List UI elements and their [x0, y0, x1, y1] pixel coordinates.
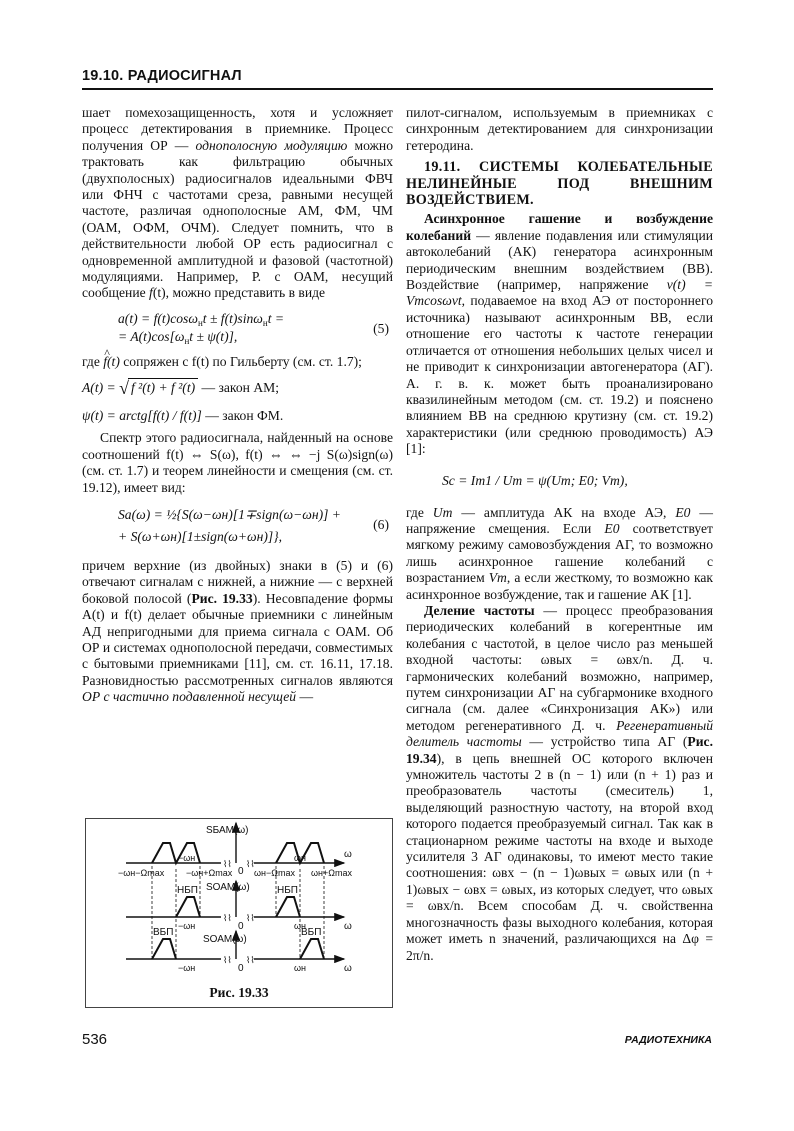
row2-label: SОАМ(ω) — [206, 882, 250, 893]
tick-pos-carrier: ωн — [294, 853, 306, 863]
equation-number: (6) — [373, 516, 389, 532]
text: — закон АМ; — [198, 380, 279, 396]
text: — напряжение смещения. Если — [406, 504, 713, 536]
paragraph-um-e0 — [406, 505, 713, 603]
axis-omega: ω — [344, 963, 352, 974]
tick-neg-carrier: −ωн — [178, 963, 196, 973]
paragraph-pilot: пилот-сигналом, используемым в приемниках с синхронным детектированием для синхронизации гетеродина. — [406, 105, 713, 153]
left-column — [82, 105, 393, 706]
text: ), в цепь внешней ОС которого включен умножитель частоты 2 в (n − 1) или (n + 1) раз и преобразователь частоты (смеситель) 1, выделяющий разностную частоту, на второй вход которого подается преобразуемый сигнал. Так как в стационарном режиме частоты на входе и выходе усилителя 3 АГ одинаковы, то имеют место такие соотношения: ωвх − (n − 1)ωвых = ωвых или (n + 1)ωвых − ωвх = ωвых, из которых следует, что ωвых = ωвх/n. Всем способам Д. ч. свойственна многозначность фазы выходного колебания, которая может иметь n значений, различающихся на Δφ = 2π/n. — [406, 750, 713, 963]
header-rule — [82, 88, 713, 90]
am-law-equation — [82, 378, 393, 397]
term-frequency-division: Деление частоты — [424, 602, 535, 618]
term-async-quenching: Асинхронное гашение и возбуждение колебаний — [406, 211, 713, 243]
equation-6 — [82, 506, 393, 546]
equation-5 — [82, 310, 393, 346]
paragraph-spectrum: Спектр этого радиосигнала, найденный на основе соотношений f(t) ⇔ S(ω), f(t) ⇔ ⇔ −j S(ω)sign(ω) (см. ст. 1.7) и теорем линейности и смещения (см. ст. 19.12), имеет вид: — [82, 430, 393, 495]
text: — устройство типа АГ ( — [521, 734, 688, 750]
figure-19-33 — [85, 818, 393, 1008]
term-regenerative-divider: Регенеративный делитель частоты — [406, 717, 713, 750]
label-usb-left: ВБП — [153, 927, 174, 938]
paragraph-ssb-intro — [82, 105, 393, 302]
eq-part: t ± f(t)sinω — [202, 310, 263, 326]
eq-part: ψ(t) = arctg[f(t) / f(t)] — [82, 408, 202, 424]
row2-neg-lsb — [176, 897, 200, 917]
eq-sub: н — [197, 317, 203, 328]
equation-sc: Sc = Im1 / Um = ψ(Um; E0; Vm), — [442, 472, 628, 488]
axis-omega: ω — [344, 849, 352, 860]
tick-pos-low: ωн−Ωmax — [254, 868, 295, 878]
math-e0: E0 — [675, 504, 691, 520]
page-number: 536 — [82, 1031, 108, 1048]
text: где — [82, 353, 104, 369]
eq-part: = A(t)cos[ω — [118, 328, 185, 344]
equation-5-line-1 — [118, 310, 393, 328]
equation-6-line-1: Sa(ω) = ½{S(ω−ωн)[1∓sign(ω−ωн)] + — [118, 506, 341, 522]
math-um: Um — [432, 504, 453, 520]
tick-neg-low: −ωн−Ωmax — [118, 868, 165, 878]
right-column — [406, 105, 713, 964]
text: сопряжен с f(t) по Гильберту (см. ст. 1.7); — [119, 353, 362, 369]
eq-sub: н — [184, 335, 190, 346]
text: можно трактовать как фильтрацию обычных (двухполосных) радиосигналов идеальными ФВЧ или ФНЧ с частотами среза, равными несущей частоте, различая однополосные АМ, ФМ, ЧМ (ОАМ, ОФМ, ОЧМ). Следует помнить, что в действительности любой ОР есть радиосигнал с одновременной амплитудной и фазовой (частотной) модуляциями. Например, Р. с ОАМ, несущий сообщение — [82, 137, 393, 301]
label-lsb-left: НБП — [177, 885, 198, 896]
math-vm: Vm — [488, 570, 507, 586]
section-heading-19-11: 19.11. СИСТЕМЫ КОЛЕБАТЕЛЬНЫЕ НЕЛИНЕЙНЫЕ ПОД ВНЕШНИМ ВОЗДЕЙСТВИЕМ. — [406, 159, 713, 209]
axis-break: ⌇⌇ — [246, 913, 255, 923]
book-title: РАДИОТЕХНИКА — [624, 1034, 712, 1046]
tick-pos-carrier: ωн — [294, 921, 306, 931]
text: (t), можно представить в виде — [152, 285, 326, 301]
math-f-hat: ^ f(t) — [103, 354, 120, 370]
paragraph-hilbert — [82, 354, 393, 370]
paragraph-async-quenching — [406, 211, 713, 457]
eq-sub: н — [262, 317, 268, 328]
tick-neg-high: −ωн+Ωmax — [186, 868, 233, 878]
paragraph-sideband — [82, 558, 393, 706]
text: — явление подавления или стимуляции автоколебаний (АК) генератора асинхронным периодическим внешним воздействием (ВВ). Воздействие (например, напряжение — [406, 227, 713, 293]
term-partially-suppressed-carrier: ОР с частично подавленной несущей — [82, 689, 297, 705]
text: — амплитуда АК на входе АЭ, — [452, 504, 676, 520]
tick-pos-high: ωн+Ωmax — [311, 868, 352, 878]
axis-break: ⌇⌇ — [223, 913, 232, 923]
axis-break: ⌇⌇ — [246, 955, 255, 965]
eq-part: A(t) = — [82, 380, 120, 396]
tick-zero: 0 — [238, 921, 244, 932]
axis-break: ⌇⌇ — [223, 955, 232, 965]
tick-neg-carrier: −ωн — [178, 853, 196, 863]
equation-number: (5) — [373, 320, 389, 336]
text: — — [296, 689, 314, 705]
row2-pos-lsb — [276, 897, 300, 917]
text: ). Несовпадение формы A(t) и f(t) делает обычные приемники с линейным АД непригодными для приема сигнала с ОАМ. Об ОР и системах однополосной передачи, совместимых с бытовыми приемниками [11], см. ст. 16.11, 17.18. Разновидностью рассмотренных сигналов являются — [82, 590, 393, 688]
sqrt-sign: √ — [119, 378, 129, 399]
tick-zero: 0 — [238, 963, 244, 974]
text: — процесс преобразования периодических колебаний в когерентные им колебания с частотой, в целое число раз меньшей входной частоты: ωвых = ωвх/n. Д. ч. гармонических колебаний возможно, например, путем синхронизации АГ на субгармонике входного сигнала (см. далее «Синхронизация АК») или методом регенеративного Д. ч. — [406, 602, 714, 733]
equation-6-line-2: + S(ω+ωн)[1±sign(ω+ωн)]}, — [118, 528, 283, 544]
math-e0: E0 — [604, 520, 620, 536]
axis-break: ⌇⌇ — [223, 859, 232, 869]
tick-pos-carrier: ωн — [294, 963, 306, 973]
figure-reference[interactable]: Рис. 19.33 — [191, 590, 253, 606]
text: шает помехозащищенность, хотя и усложняет процесс детектирования в приемнике. Процесс получения ОР — — [82, 105, 393, 153]
running-header: 19.10. РАДИОСИГНАЛ — [82, 68, 242, 84]
eq-part: t = — [267, 310, 285, 326]
row1-label: SБАМ(ω) — [206, 825, 249, 836]
paragraph-frequency-division — [406, 603, 713, 964]
pm-law-equation — [82, 407, 393, 424]
eq-part: a(t) = f(t)cosω — [118, 310, 198, 326]
label-lsb-right: НБП — [277, 885, 298, 896]
text: причем верхние (из двойных) знаки в (5) и (6) отвечают сигналам с нижней, а нижние — с верхней боковой полосой ( — [82, 557, 393, 606]
text: , подаваемое на вход АЭ от постороннего источника) называют асинхронным ВВ, если отношение его частоты к частоте генерации отличается от отношения небольших целых чисел и не приводит к синхронизации автогенератора (АГ). А. г. в. к. может быть проанализировано квазилинейным методом (см. ст. 19.2) и пояснено влиянием ВВ на среднюю крутизну (см. ст. 19.2) характеристики (или среднюю проводимость) АЭ [1]: — [406, 293, 713, 457]
row3-neg-usb — [152, 939, 176, 959]
tick-zero: 0 — [238, 866, 244, 877]
eq-part: t ± ψ(t)], — [189, 328, 238, 344]
math-formula: v(t) = Vmcosωvt — [406, 277, 714, 309]
term-ssb-modulation: однополосную модуляцию — [195, 137, 348, 153]
eq-radicand: f ²(t) + f ²(t) — [128, 378, 198, 396]
axis-omega: ω — [344, 921, 352, 932]
text: , а если жесткому, то возможно как асинхронное возбуждение, так и гашение АК [1]. — [406, 570, 713, 602]
equation-5-line-2 — [118, 328, 393, 346]
text: где — [406, 504, 433, 520]
label-usb-right: ВБП — [301, 927, 322, 938]
row3-pos-usb — [300, 939, 324, 959]
text: соответствует мягкому режиму самовозбуждения АГ, то возможно лишь асинхронное гашение колебаний с возрастанием — [406, 520, 713, 586]
math-f: f — [149, 285, 153, 301]
text: — закон ФМ. — [201, 408, 284, 424]
figure-caption: Рис. 19.33 — [209, 985, 269, 1000]
figure-reference[interactable]: Рис. 19.34 — [406, 734, 713, 766]
tick-neg-carrier: −ωн — [178, 921, 196, 931]
axis-break: ⌇⌇ — [246, 859, 255, 869]
row3-label: SОАМ(ω) — [203, 934, 247, 945]
spectrum-diagram — [86, 819, 392, 1007]
